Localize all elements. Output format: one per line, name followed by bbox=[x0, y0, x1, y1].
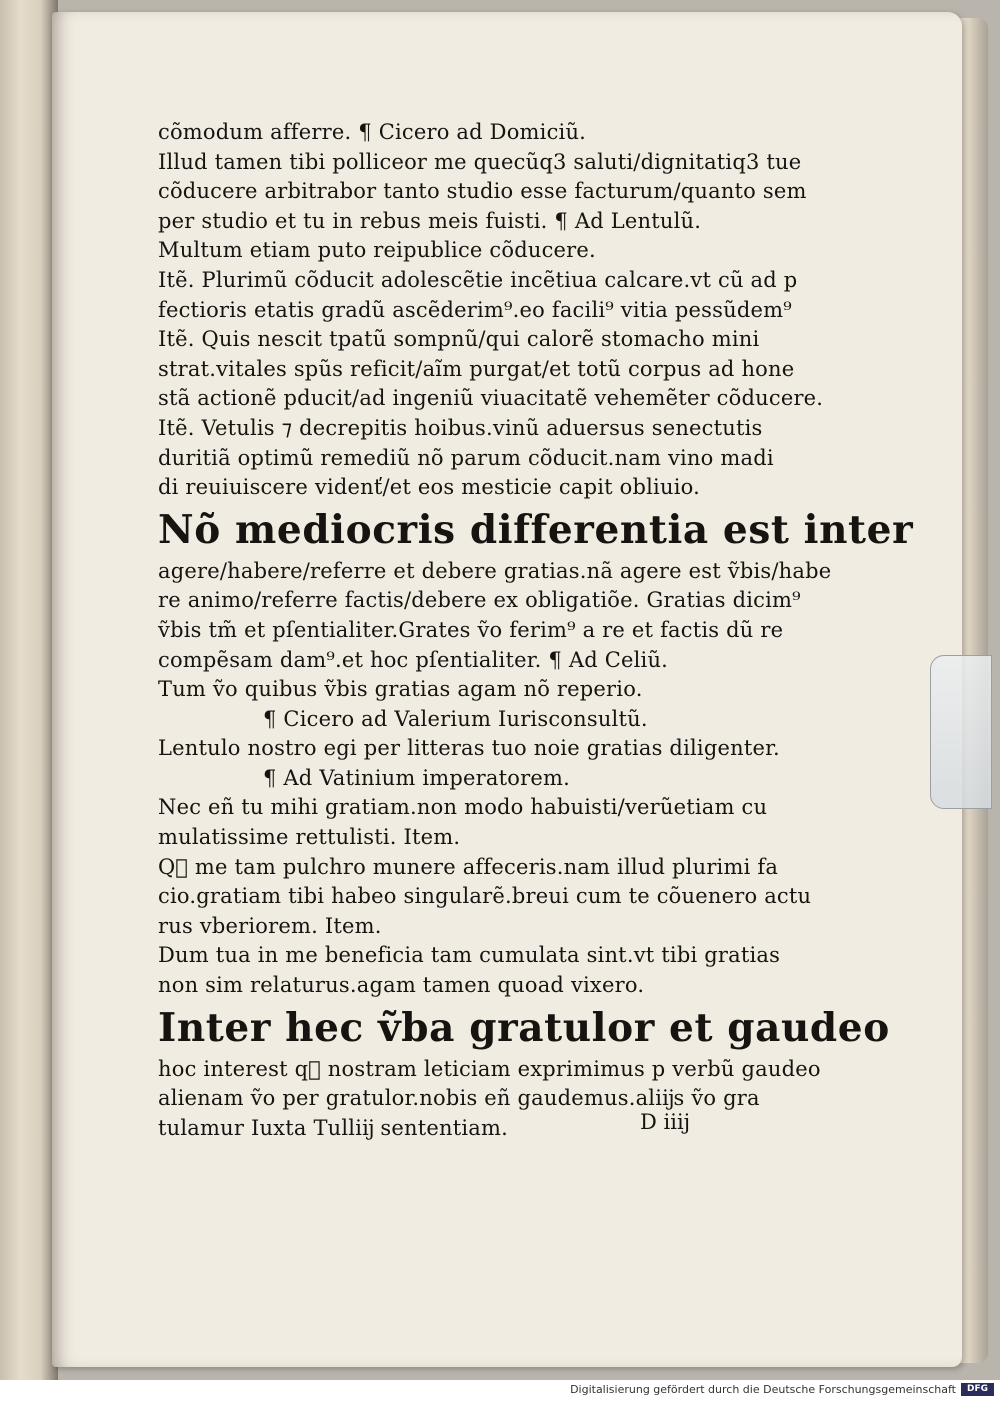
text-line: Itẽ. Quis nescit tpatũ sompnũ/qui calorẽ stomacho mini bbox=[158, 327, 760, 352]
text-line: non sim relaturus.agam tamen quoad vixero. bbox=[158, 973, 645, 998]
text-line: Tum ṽo quibus ṽbis gratias agam nõ reperio. bbox=[158, 677, 643, 702]
text-line: Lentulo nostro egi per litteras tuo noie gratias diligenter. bbox=[158, 736, 780, 761]
text-line: rus vberiorem. Item. bbox=[158, 913, 382, 938]
text-line: di reuiuiscere videnť/et eos mesticie capit obliuio. bbox=[158, 475, 700, 500]
text-line: Itẽ. Plurimũ cõducit adolescẽtie incẽtiua calcare.vt cũ ad p bbox=[158, 267, 798, 292]
text-line: re animo/referre factis/debere ex obligatiõe. Gratias dicim⁹ bbox=[158, 588, 801, 613]
text-line: strat.vitales spũs reficit/aĩm purgat/et totũ corpus ad hone bbox=[158, 356, 795, 381]
text-line: per studio et tu in rebus meis fuisti. ¶ Ad Lentulũ. bbox=[158, 208, 702, 233]
text-line: fectioris etatis gradũ ascẽderim⁹.eo facili⁹ vitia pessũdem⁹ bbox=[158, 297, 792, 322]
text-line: compẽsam dam⁹.et hoc pſentialiter. ¶ Ad Celiũ. bbox=[158, 647, 669, 672]
text-line: cõducere arbitrabor tanto studio esse facturum/quanto sem bbox=[158, 179, 807, 204]
text-line: Itẽ. Vetulis ⁊ decrepitis hoibus.vinũ aduersus senectutis bbox=[158, 415, 763, 440]
text-line: alienam ṽo per gratulor.nobis eñ gaudemus.aliĳs ṽo gra bbox=[158, 1086, 760, 1111]
section-heading: Nõ mediocris differentia est inter bbox=[158, 506, 914, 553]
text-line: cõmodum afferre. ¶ Cicero ad Domiciũ. bbox=[158, 120, 587, 144]
signature-mark: D iiij bbox=[640, 1110, 691, 1134]
text-line: mulatissime rettulisti. Item. bbox=[158, 825, 461, 850]
text-line: duritiã optimũ remediũ nõ parum cõducit.nam vino madi bbox=[158, 445, 774, 470]
page-text bbox=[158, 118, 914, 1143]
text-line: Dum tua in me beneficia tam cumulata sint.vt tibi gratias bbox=[158, 943, 781, 968]
sub-heading: ¶ Cicero ad Valerium Iurisconsultũ. bbox=[263, 706, 648, 731]
text-line: stã actionẽ pducit/ad ingeniũ viuacitatẽ vehemẽter cõducere. bbox=[158, 386, 824, 411]
text-line: ṽbis tm̃ et pſentialiter.Grates ṽo ferim⁹ a re et factis dũ re bbox=[158, 617, 784, 642]
dfg-logo: DFG bbox=[961, 1383, 994, 1396]
page-marker-tab bbox=[930, 655, 992, 809]
section-heading: Inter hec ṽba gratulor et gaudeo bbox=[158, 1004, 890, 1051]
footer-bar bbox=[0, 1380, 1000, 1401]
text-line: Illud tamen tibi polliceor me quecũq3 saluti/dignitatiq3 tue bbox=[158, 149, 802, 174]
text-line: Q᷑ me tam pulchro munere affeceris.nam illud plurimi fa bbox=[158, 854, 779, 879]
text-line: Multum etiam puto reipublice cõducere. bbox=[158, 238, 596, 263]
sub-heading: ¶ Ad Vatinium imperatorem. bbox=[263, 765, 570, 790]
text-line: hoc interest q᷑ nostram leticiam exprimimus p verbũ gaudeo bbox=[158, 1056, 821, 1081]
text-line: cio.gratiam tibi habeo singularẽ.breui cum te cõuenero actu bbox=[158, 884, 812, 909]
funding-credit: Digitalisierung gefördert durch die Deutsche Forschungsgemeinschaft bbox=[570, 1383, 956, 1396]
left-page-edge bbox=[0, 0, 58, 1380]
text-line: tulamur Iuxta Tulliĳ sententiam. bbox=[158, 1115, 508, 1140]
text-line: agere/habere/referre et debere gratias.nã agere est ṽbis/habe bbox=[158, 558, 832, 583]
text-line: Nec eñ tu mihi gratiam.non modo habuisti/verũetiam cu bbox=[158, 795, 768, 820]
